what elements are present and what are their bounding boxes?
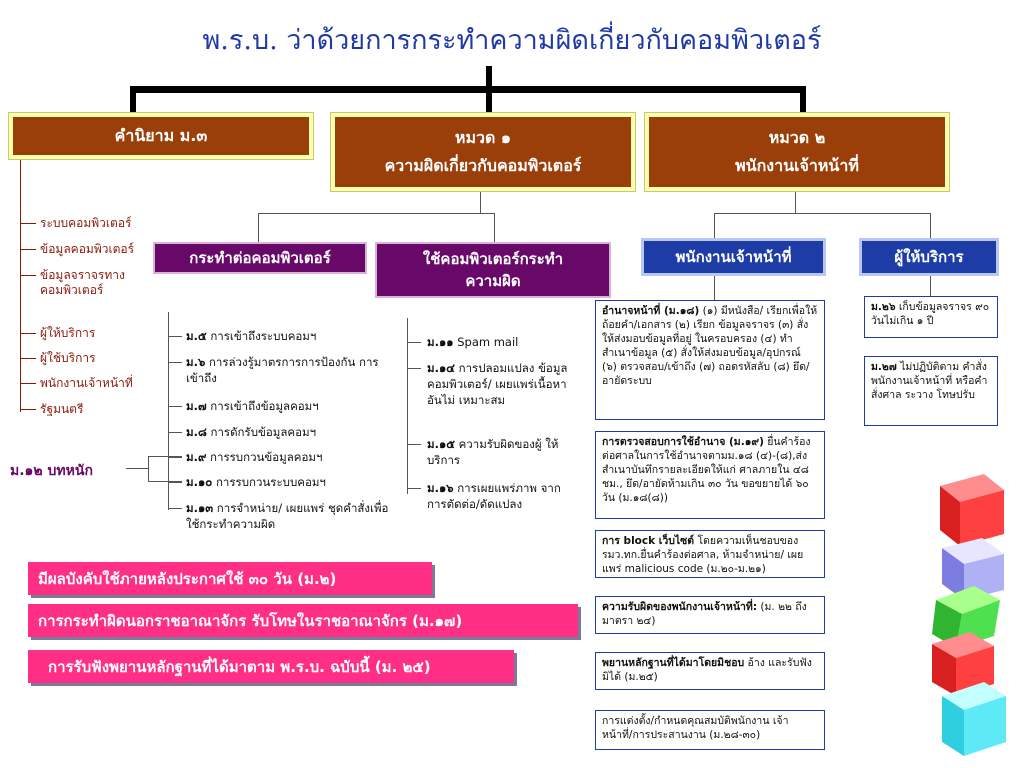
definitions-label: คำนิยาม ม.๓ xyxy=(114,126,208,145)
definition-item: รัฐมนตรี xyxy=(20,402,83,417)
using-item: ม.๑๑ Spam mail xyxy=(407,334,518,350)
using-item: ม.๑๕ ความรับผิดของผู้ ให้บริการ xyxy=(407,436,577,468)
penalty-bracket-v xyxy=(148,456,149,482)
jurisdiction-bar: การกระทำผิดนอกราชอาณาจักร รับโทษในราชอาณาจักร (ม.๑๗) xyxy=(28,604,578,637)
top-connector-bar xyxy=(130,86,806,93)
using-computer-box: ใช้คอมพิวเตอร์กระทำ ความผิด xyxy=(375,242,611,298)
penalty-bracket-top xyxy=(148,456,182,457)
chapter1-box xyxy=(330,112,636,192)
officer-block-box: การ block เว็บไซต์ โดยความเห็นชอบของ รมว.ทก.ยื่นคำร้องต่อศาล, ห้ามจำหน่าย/ เผยแพร่ malicious code (ม.๒๐-ม.๒๑) xyxy=(595,530,825,578)
definitions-box xyxy=(8,112,314,160)
stacked-cubes-icon xyxy=(922,468,1022,766)
chapter2-title: หมวด ๒ xyxy=(768,128,826,147)
against-item: ม.๗ การเข้าถึงข้อมูลคอมฯ xyxy=(168,398,319,414)
chapter2-subtitle: พนักงานเจ้าหน้าที่ xyxy=(735,156,859,175)
officer-review-box: การตรวจสอบการใช้อำนาจ (ม.๑๙) ยื่นคำร้องต่อศาลในการใช้อำนาจตามม.๑๘ (๔)-(๘),ส่งสำเนาบันทึกรายละเอียดให้แก่ ศาลภายใน ๔๘ ชม., ยึด/อายัดห้ามเกิน ๓๐ วัน ขอขยายได้ ๖๐ วัน (ม.๑๘(๘)) xyxy=(595,431,825,519)
officer-evidence-box: พยานหลักฐานที่ได้มาโดยมิชอบ อ้าง และรับฟังมิได้ (ม.๒๕) xyxy=(595,652,825,690)
effective-date-bar: มีผลบังคับใช้ภายหลังประกาศใช้ ๓๐ วัน (ม.๒) xyxy=(28,562,432,595)
using-item: ม.๑๔ การปลอมแปลง ข้อมูลคอมพิวเตอร์/ เผยแพร่เนื้อหาอันไม่ เหมาะสม xyxy=(407,360,577,408)
provider-column-line xyxy=(930,276,931,296)
definition-item: พนักงานเจ้าหน้าที่ xyxy=(20,376,133,391)
ch1-right-drop xyxy=(494,213,495,243)
against-item: ม.๑๓ การจำหน่าย/ เผยแพร่ ชุดคำสั่งเพื่อใช้กระทำความผิด xyxy=(168,500,391,532)
against-item: ม.๖ การล่วงรู้มาตรการการป้องกัน การเข้าถึง xyxy=(168,354,391,386)
page-title: พ.ร.บ. ว่าด้วยการกระทำความผิดเกี่ยวกับคอมพิวเตอร์ xyxy=(202,25,822,56)
chapter1-subtitle: ความผิดเกี่ยวกับคอมพิวเตอร์ xyxy=(384,156,582,175)
officer-liability-box: ความรับผิดของพนักงานเจ้าหน้าที่: (ม. ๒๒ ถึง มาตรา ๒๔) xyxy=(595,596,825,634)
ch2-left-drop xyxy=(714,213,715,239)
chapter2-box xyxy=(644,112,950,192)
evidence-bar: การรับฟังพยานหลักฐานที่ได้มาตาม พ.ร.บ. ฉบับนี้ (ม. ๒๕) xyxy=(28,650,514,683)
ch2-right-drop xyxy=(930,213,931,239)
officer-column-line xyxy=(714,276,715,300)
penalty-bracket-bottom xyxy=(148,481,182,482)
provider-retention-box: ม.๒๖ เก็บข้อมูลจราจร ๙๐ วันไม่เกิน ๑ ปี xyxy=(864,296,998,338)
against-computer-box: กระทำต่อคอมพิวเตอร์ xyxy=(153,242,367,274)
provider-box: ผู้ให้บริการ xyxy=(859,238,999,276)
ch1-stem xyxy=(480,192,481,214)
definition-item: ระบบคอมพิวเตอร์ xyxy=(20,216,131,231)
ch1-left-drop xyxy=(258,213,259,243)
ch1-bar xyxy=(258,213,494,214)
using-item: ม.๑๖ การเผยแพร่ภาพ จากการตัดต่อ/ดัดแปลง xyxy=(407,480,577,512)
officer-box: พนักงานเจ้าหน้าที่ xyxy=(641,238,826,276)
penalty-bracket-h xyxy=(126,468,148,469)
against-item: ม.๙ การรบกวนข้อมูลคอมฯ xyxy=(168,449,322,465)
cube-red-top xyxy=(940,474,1004,546)
definition-item: ข้อมูลจราจรทาง คอมพิวเตอร์ xyxy=(20,268,150,298)
main-penalty-label: ม.๑๒ บทหนัก xyxy=(10,463,93,479)
chapter1-title: หมวด ๑ xyxy=(454,128,512,147)
provider-penalty-box: ม.๒๗ ไม่ปฏิบัติตาม คำสั่งพนักงานเจ้าหน้าที่ หรือคำสั่งศาล ระวาง โทษปรับ xyxy=(864,356,998,426)
against-item: ม.๘ การดักรับข้อมูลคอมฯ xyxy=(168,424,316,440)
cube-cyan xyxy=(942,682,1006,756)
against-item: ม.๑๐ การรบกวนระบบคอมฯ xyxy=(168,474,326,490)
ch2-stem xyxy=(795,192,796,214)
officer-powers-box: อำนาจหน้าที่ (ม.๑๘) (๑) มีหนังสือ/ เรียกเพื่อให้ถ้อยคำ/เอกสาร (๒) เรียก ข้อมูลจราจร (๓) สั่งให้ส่งมอบข้อมูลที่อยู่ ในครอบครอง (๔) ทำสำเนาข้อมูล (๕) สั่งให้ส่งมอบข้อมูล/อุปกรณ์ (๖) ตรวจสอบ/เข้าถึง (๗) ถอดรหัสลับ (๘) ยึด/อายัดระบบ xyxy=(595,300,825,420)
ch2-bar xyxy=(714,213,930,214)
definition-item: ผู้ใช้บริการ xyxy=(20,351,96,366)
definition-item: ข้อมูลคอมพิวเตอร์ xyxy=(20,242,134,257)
against-item: ม.๕ การเข้าถึงระบบคอมฯ xyxy=(168,328,316,344)
definition-item: ผู้ให้บริการ xyxy=(20,326,95,341)
officer-appointment-box: การแต่งตั้ง/กำหนดคุณสมบัติพนักงาน เจ้าหน้าที่/การประสานงาน (ม.๒๘-๓๐) xyxy=(595,710,825,750)
